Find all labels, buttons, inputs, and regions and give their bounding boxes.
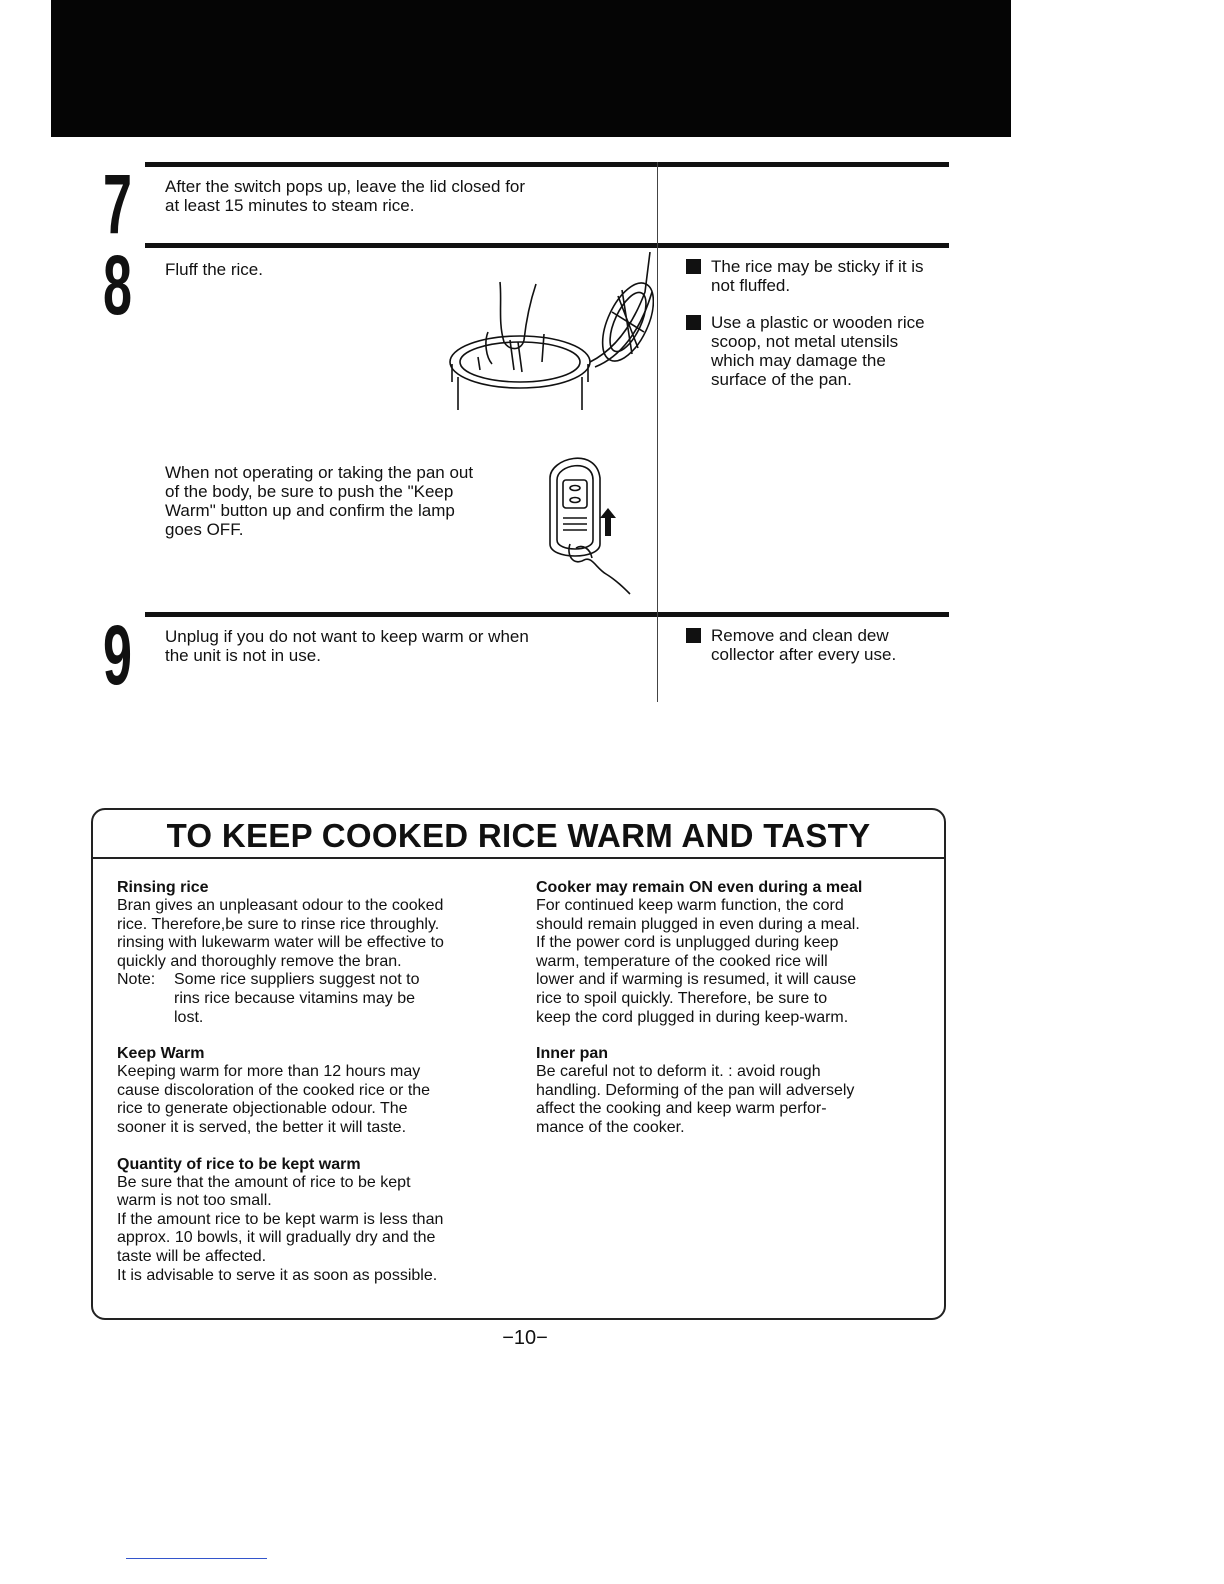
text-line: mance of the cooker. <box>536 1118 685 1136</box>
text-line: For continued keep warm function, the cord <box>536 897 844 914</box>
text-line: Remove and clean dew <box>711 626 889 645</box>
text-line: lower and if warming is resumed, it will cause <box>536 971 857 989</box>
text-line: not fluffed. <box>711 276 791 295</box>
step-8-text: Fluff the rice. <box>165 260 263 279</box>
square-bullet-icon <box>686 315 701 330</box>
note-dew-collector <box>686 626 896 664</box>
step-8-subtext <box>165 463 473 539</box>
square-bullet-icon <box>686 628 701 643</box>
text-line: The rice may be sticky if it is <box>711 257 924 276</box>
panel-right-column <box>536 878 936 1138</box>
text-line: taste will be affected. <box>117 1247 267 1265</box>
text-line: Bran gives an unpleasant odour to the cooked <box>117 897 444 914</box>
section-text <box>536 897 936 1027</box>
panel-title: TO KEEP COOKED RICE WARM AND TASTY <box>166 817 871 854</box>
text-line: When not operating or taking the pan out <box>165 463 474 482</box>
note-block <box>117 971 507 1027</box>
text-line: Unplug if you do not want to keep warm or when <box>165 627 529 646</box>
text-line: lost. <box>174 1008 204 1026</box>
text-line: sooner it is served, the better it will taste. <box>117 1118 407 1136</box>
section-heading: Rinsing rice <box>117 879 209 896</box>
text-line: approx. 10 bowls, it will gradually dry and the <box>117 1229 436 1247</box>
panel-title-rule <box>93 857 944 859</box>
section-heading: Inner pan <box>536 1045 609 1063</box>
step-number-8: 8 <box>103 238 132 332</box>
text-line: handling. Deforming of the pan will adversely <box>536 1081 855 1099</box>
text-line: warm is not too small. <box>117 1192 272 1210</box>
note-sticky <box>686 257 924 295</box>
text-line: rinsing with lukewarm water will be effective to <box>117 934 444 952</box>
text-line: If the power cord is unplugged during keep <box>536 934 839 952</box>
keep-warm-button-illustration <box>546 448 636 596</box>
section-text <box>117 897 507 1027</box>
step-7-rule <box>145 162 949 167</box>
up-arrow-icon <box>600 508 616 536</box>
rice-cooker-fluffing-illustration <box>440 252 654 412</box>
text-line: rice to spoil quickly. Therefore, be sure to <box>536 989 828 1007</box>
text-line: If the amount rice to be kept warm is less than <box>117 1210 444 1228</box>
text-line: Be sure that the amount of rice to be kept <box>117 1173 411 1191</box>
section-text <box>117 1174 507 1286</box>
text-line: Be careful not to deform it. : avoid rough <box>536 1063 821 1081</box>
step-7-text <box>165 177 525 215</box>
text-line: cause discoloration of the cooked rice or the <box>117 1081 431 1099</box>
page-number: −10− <box>502 1327 548 1349</box>
step-number-9: 9 <box>103 608 132 702</box>
text-line: rins rice because vitamins may be <box>174 989 415 1007</box>
note-scoop <box>686 313 925 389</box>
text-line: at least 15 minutes to steam rice. <box>165 196 415 215</box>
section-heading: Keep Warm <box>117 1045 205 1063</box>
header-black-band <box>51 0 1011 137</box>
section-heading: Quantity of rice to be kept warm <box>117 1155 361 1173</box>
text-line: of the body, be sure to push the "Keep <box>165 482 454 501</box>
text-line: collector after every use. <box>711 645 897 664</box>
footer-line <box>126 1558 267 1559</box>
text-line: scoop, not metal utensils <box>711 332 899 351</box>
text-line: Warm" button up and confirm the lamp <box>165 501 455 520</box>
text-line: the unit is not in use. <box>165 646 321 665</box>
text-line: should remain plugged in even during a meal. <box>536 915 860 933</box>
section-text <box>536 1063 936 1137</box>
text-line: Some rice suppliers suggest not to <box>174 971 420 989</box>
text-line: rice to generate objectionable odour. The <box>117 1100 408 1118</box>
step-9-text <box>165 627 529 665</box>
text-line: which may damage the <box>711 351 886 370</box>
text-line: quickly and thoroughly remove the bran. <box>117 952 402 970</box>
note-label: Note: <box>117 971 156 989</box>
section-text <box>117 1063 507 1137</box>
text-line: warm, temperature of the cooked rice will <box>536 952 828 970</box>
text-line: rice. Therefore,be sure to rinse rice throughly. <box>117 915 440 933</box>
step-8-rule <box>145 243 949 248</box>
text-line: goes OFF. <box>165 520 244 539</box>
panel-left-column <box>117 878 507 1285</box>
step-9-rule <box>145 612 949 617</box>
text-line: Keeping warm for more than 12 hours may <box>117 1063 421 1081</box>
text-line: After the switch pops up, leave the lid closed for <box>165 177 526 196</box>
text-line: keep the cord plugged in during keep-warm. <box>536 1008 849 1026</box>
text-line: It is advisable to serve it as soon as possible. <box>117 1266 438 1284</box>
square-bullet-icon <box>686 259 701 274</box>
text-line: affect the cooking and keep warm perfor- <box>536 1100 827 1118</box>
step-number-7: 7 <box>103 157 132 251</box>
text-line: Use a plastic or wooden rice <box>711 313 925 332</box>
column-divider <box>657 162 658 702</box>
section-heading: Cooker may remain ON even during a meal <box>536 879 863 896</box>
text-line: surface of the pan. <box>711 370 852 389</box>
